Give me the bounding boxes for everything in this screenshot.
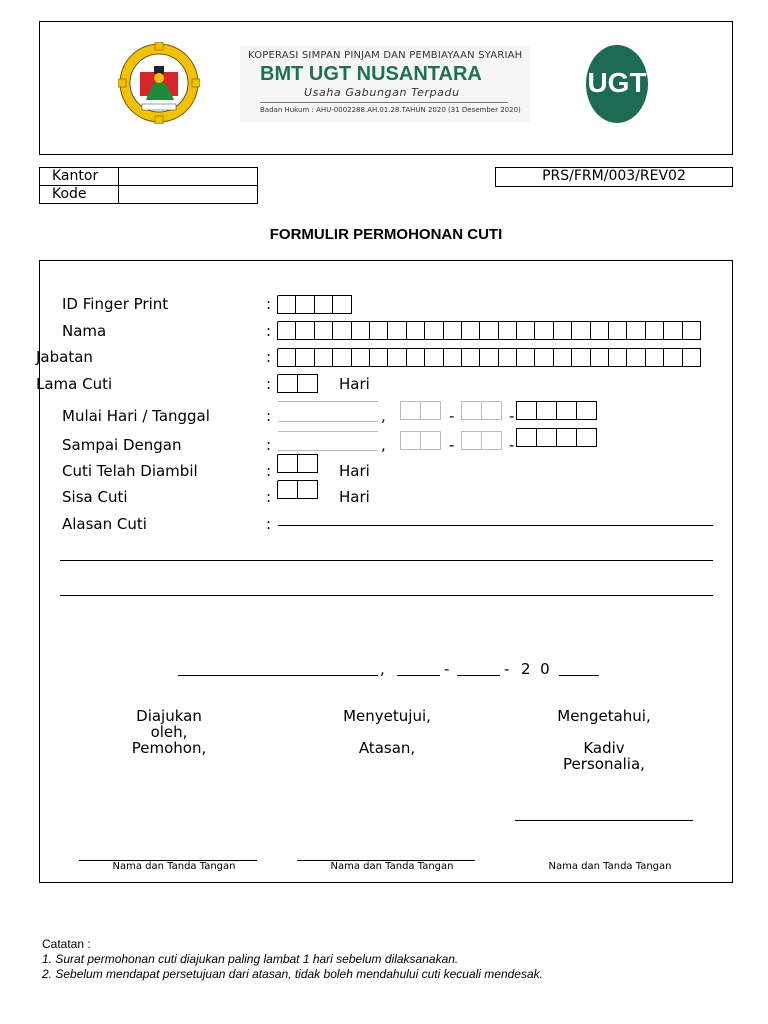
dash: - bbox=[504, 660, 510, 678]
note-item: 2. Sebelum mendapat persetujuan dari atasan, tidak boleh mendahului cuti kecuali mendesak. bbox=[42, 967, 543, 981]
personalia-sign-caption: Nama dan Tanda Tangan bbox=[548, 861, 672, 872]
personalia-sign-line[interactable] bbox=[515, 820, 693, 821]
sampai-month-input[interactable] bbox=[461, 431, 501, 450]
lama-cuti-input[interactable] bbox=[277, 374, 317, 393]
kantor-label-cell bbox=[39, 167, 119, 186]
lama-cuti-label: Lama Cuti bbox=[36, 375, 113, 393]
sig-line: Diajukan bbox=[136, 707, 202, 725]
colon: : bbox=[266, 515, 272, 533]
sig-line: Menyetujui, bbox=[343, 707, 431, 725]
alasan-line-1[interactable] bbox=[278, 525, 713, 526]
mulai-day-top-line bbox=[278, 401, 378, 402]
signature-atasan bbox=[317, 708, 457, 756]
jabatan-input[interactable] bbox=[277, 348, 700, 367]
notes-heading: Catatan : bbox=[42, 937, 91, 951]
mulai-day-input[interactable] bbox=[278, 421, 378, 422]
ugt-logo-letters: UGT bbox=[587, 67, 647, 98]
org-name: BMT UGT NUSANTARA bbox=[260, 63, 482, 85]
alasan-line-3[interactable] bbox=[60, 595, 713, 596]
kode-label-cell bbox=[39, 185, 119, 204]
pemohon-sign-caption: Nama dan Tanda Tangan bbox=[112, 861, 236, 872]
year-prefix: 2 0 bbox=[521, 660, 550, 678]
jabatan-label: Jabatan bbox=[36, 348, 93, 366]
sisa-cuti-label: Sisa Cuti bbox=[62, 488, 128, 506]
colon: : bbox=[266, 407, 272, 425]
note-item: 1. Surat permohonan cuti diajukan paling lambat 1 hari sebelum dilaksanakan. bbox=[42, 952, 459, 966]
org-subtitle: KOPERASI SIMPAN PINJAM DAN PEMBIAYAAN SYARIAH bbox=[248, 50, 523, 61]
date-day-input[interactable] bbox=[397, 675, 440, 676]
org-logo-text bbox=[240, 46, 530, 122]
nama-input[interactable] bbox=[277, 321, 700, 340]
page-title: FORMULIR PERMOHONAN CUTI bbox=[269, 226, 503, 243]
sampai-day-top-line bbox=[278, 431, 378, 432]
dash: - bbox=[509, 407, 515, 425]
signature-pemohon bbox=[110, 708, 228, 756]
kantor-label: Kantor bbox=[52, 168, 99, 184]
alasan-label: Alasan Cuti bbox=[62, 515, 147, 533]
ugt-logo-icon bbox=[586, 45, 648, 123]
mulai-month-input[interactable] bbox=[461, 401, 501, 420]
id-finger-label: ID Finger Print bbox=[62, 295, 169, 313]
comma: , bbox=[381, 436, 386, 454]
nama-label: Nama bbox=[62, 322, 107, 340]
sig-line: Pemohon, bbox=[131, 739, 207, 757]
hari-label: Hari bbox=[339, 488, 370, 506]
signature-personalia bbox=[534, 708, 674, 772]
hari-label: Hari bbox=[339, 375, 370, 393]
mulai-year-input[interactable] bbox=[516, 401, 596, 420]
kode-field[interactable] bbox=[118, 185, 258, 204]
colon: : bbox=[266, 375, 272, 393]
telah-diambil-label: Cuti Telah Diambil bbox=[62, 462, 198, 480]
cooperative-seal-icon bbox=[118, 42, 200, 124]
dash: - bbox=[449, 407, 455, 425]
sampai-date-input[interactable] bbox=[400, 431, 440, 450]
date-place-input[interactable] bbox=[178, 675, 378, 676]
form-code-text: PRS/FRM/003/REV02 bbox=[542, 168, 686, 184]
dash: - bbox=[444, 660, 450, 678]
atasan-sign-caption: Nama dan Tanda Tangan bbox=[330, 861, 454, 872]
sampai-day-input[interactable] bbox=[278, 450, 378, 451]
sig-line: Mengetahui, bbox=[557, 707, 651, 725]
sig-line: Atasan, bbox=[358, 739, 416, 757]
mulai-date-input[interactable] bbox=[400, 401, 440, 420]
sig-line: Personalia, bbox=[563, 755, 645, 773]
colon: : bbox=[266, 462, 272, 480]
date-month-input[interactable] bbox=[457, 675, 500, 676]
sig-line: oleh, bbox=[150, 723, 188, 741]
dash: - bbox=[509, 436, 515, 454]
divider bbox=[260, 102, 508, 103]
kode-label: Kode bbox=[52, 186, 87, 202]
alasan-line-2[interactable] bbox=[60, 560, 713, 561]
colon: : bbox=[266, 436, 272, 454]
form-code bbox=[495, 167, 733, 187]
sampai-year-input[interactable] bbox=[516, 428, 596, 447]
org-legal-text: Badan Hukum : AHU-0002288.AH.01.28.TAHUN 2020 (31 Desember 2020) bbox=[260, 106, 521, 114]
sampai-label: Sampai Dengan bbox=[62, 436, 182, 454]
date-year-input[interactable] bbox=[559, 675, 599, 676]
sig-line: Kadiv bbox=[583, 739, 625, 757]
id-finger-input[interactable] bbox=[277, 295, 351, 314]
kantor-field[interactable] bbox=[118, 167, 258, 186]
colon: : bbox=[266, 348, 272, 366]
sig-line bbox=[534, 724, 674, 740]
comma: , bbox=[380, 660, 385, 678]
sig-line bbox=[317, 724, 457, 740]
colon: : bbox=[266, 322, 272, 340]
mulai-label: Mulai Hari / Tanggal bbox=[62, 407, 210, 425]
sisa-cuti-input[interactable] bbox=[277, 480, 317, 499]
dash: - bbox=[449, 436, 455, 454]
comma: , bbox=[381, 407, 386, 425]
org-tagline: Usaha Gabungan Terpadu bbox=[304, 86, 460, 99]
colon: : bbox=[266, 295, 272, 313]
hari-label: Hari bbox=[339, 462, 370, 480]
telah-diambil-input[interactable] bbox=[277, 454, 317, 473]
colon: : bbox=[266, 488, 272, 506]
